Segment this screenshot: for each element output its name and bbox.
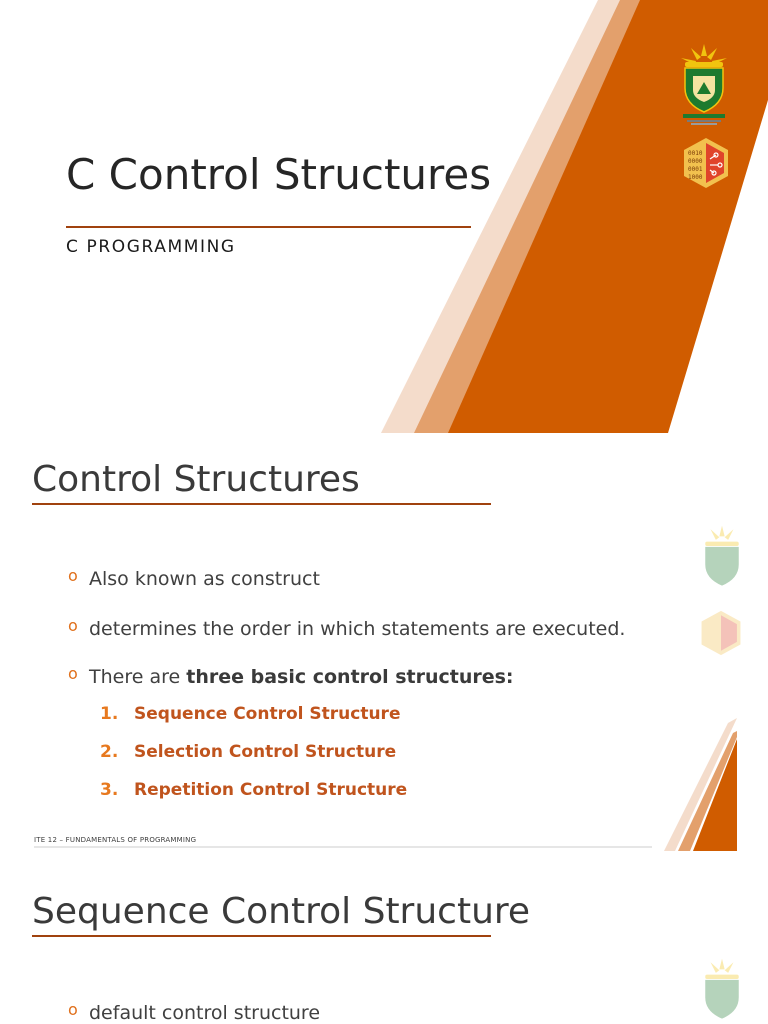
bullet-marker: o [68,664,78,683]
bullet-list [68,567,625,689]
bullet-marker: o [68,566,78,585]
faded-badge-watermark-icon [698,610,744,656]
footer-divider [34,846,652,848]
title-underline [32,503,491,505]
svg-text:1000: 1000 [688,174,703,181]
bullet-list [68,1001,320,1024]
slide-subtitle: C PROGRAMMING [66,237,236,257]
faded-seal-watermark-icon [696,957,748,1024]
svg-text:0000: 0000 [688,158,703,165]
slide-title: Sequence Control Structure [32,891,531,932]
bullet-marker: o [68,1000,78,1019]
list-item: 2. Selection Control Structure [100,742,397,762]
list-item: o Also known as construct [68,566,320,590]
svg-text:0001: 0001 [688,166,703,173]
diagonal-stripes-decoration [0,0,768,433]
slide-title: Control Structures [32,459,360,500]
emphasis-text: three basic control structures: [186,666,514,688]
university-seal-icon [677,42,731,126]
faded-seal-watermark-icon [696,524,748,598]
slide-title: C Control Structures [66,150,492,199]
title-underline [32,935,491,937]
title-underline [66,226,471,228]
list-item: 3. Repetition Control Structure [100,780,408,800]
binary-chip-badge-icon [680,137,732,189]
bullet-marker: o [68,616,78,635]
title-slide [0,0,768,433]
list-item: o determines the order in which statements are executed. [68,616,626,640]
control-structures-slide [0,433,768,851]
slide-footer: ITE 12 – FUNDAMENTALS OF PROGRAMMING [34,836,197,844]
list-item: 1. Sequence Control Structure [100,704,401,724]
numbered-list [100,703,407,817]
list-item: o default control structure [68,1000,321,1024]
sequence-control-slide [0,851,768,1024]
list-item: o There are three basic control structures: [68,664,514,688]
svg-text:0010: 0010 [688,150,703,157]
